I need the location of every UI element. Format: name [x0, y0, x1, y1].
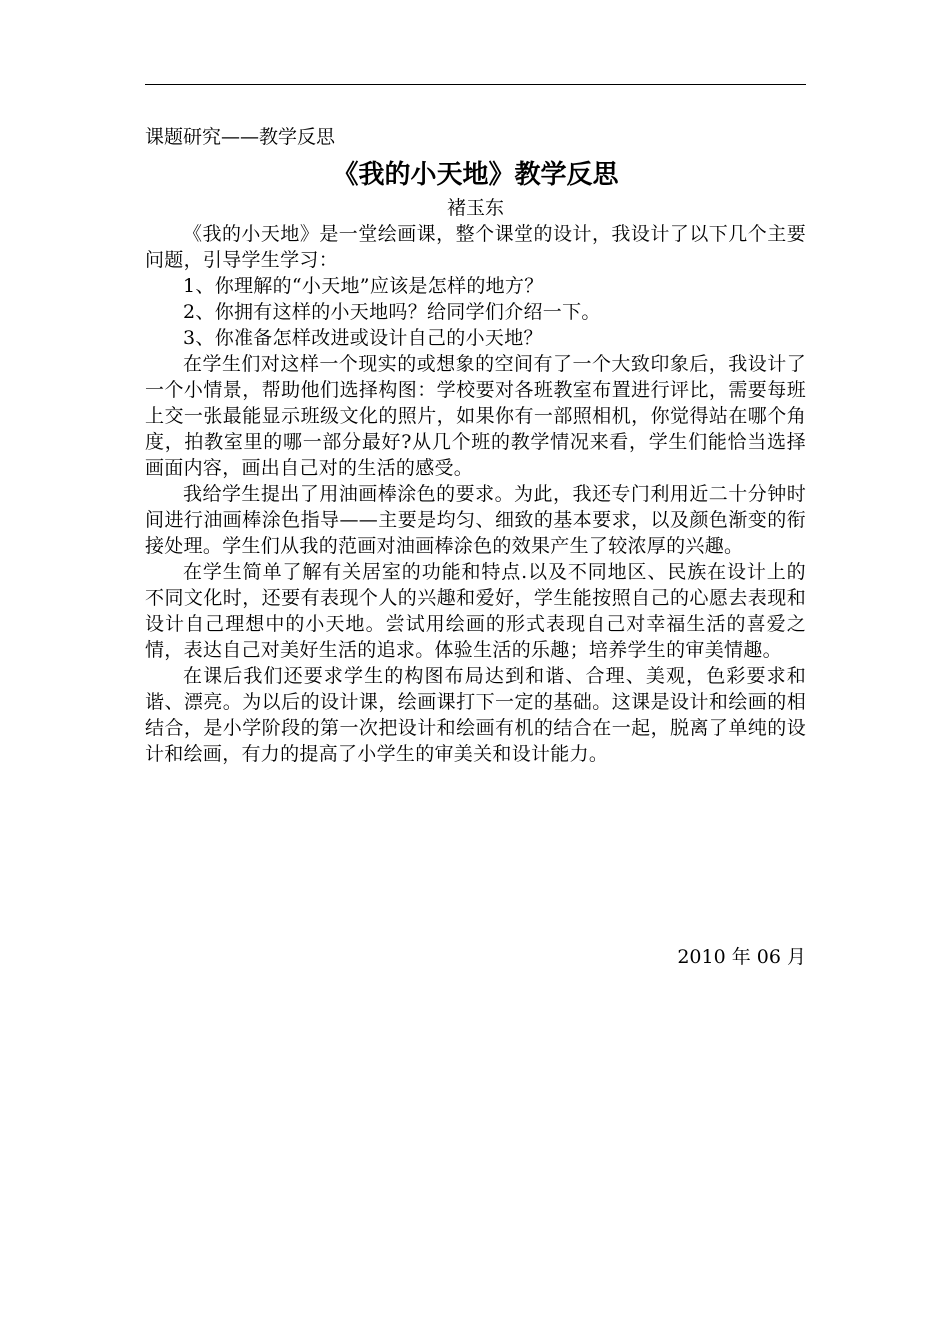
paragraph-design: 在学生简单了解有关居室的功能和特点.以及不同地区、民族在设计上的不同文化时，还要有表现个人的兴趣和爱好，学生能按照自己的心愿去表现和设计自己理想中的小天地。尝试用绘画的形式表现自己对幸福生活的喜爱之情，表达自己对美好生活的追求。体验生活的乐趣；培养学生的审美情趣。 [145, 561, 806, 661]
question-2: 2、你拥有这样的小天地吗？给同学们介绍一下。 [183, 301, 601, 323]
author-name: 褚玉东 [446, 197, 504, 219]
document-date: 2010 年 06 月 [677, 946, 806, 968]
header-rule [145, 84, 806, 85]
paragraph-intro: 《我的小天地》是一堂绘画课，整个课堂的设计，我设计了以下几个主要问题，引导学生学习： [145, 223, 806, 271]
paragraph-scenario: 在学生们对这样一个现实的或想象的空间有了一个大致印象后，我设计了一个小情景，帮助他们选择构图：学校要对各班教室布置进行评比，需要每班上交一张最能显示班级文化的照片，如果你有一部照相机，你觉得站在哪个角度，拍教室里的哪一部分最好?从几个班的教学情况来看，学生们能恰当选择画面内容，画出自己对的生活的感受。 [145, 353, 806, 479]
document-body [145, 124, 806, 767]
paragraph-coloring: 我给学生提出了用油画棒涂色的要求。为此，我还专门利用近二十分钟时间进行油画棒涂色指导——主要是均匀、细致的基本要求，以及颜色渐变的衔接处理。学生们从我的范画对油画棒涂色的效果产生了较浓厚的兴趣。 [145, 483, 806, 557]
question-3: 3、你准备怎样改进或设计自己的小天地？ [183, 327, 543, 349]
question-1: 1、你理解的“小天地”应该是怎样的地方？ [183, 275, 544, 297]
document-title: 《我的小天地》教学反思 [332, 160, 619, 190]
paragraph-summary: 在课后我们还要求学生的构图布局达到和谐、合理、美观，色彩要求和谐、漂亮。为以后的设计课，绘画课打下一定的基础。这课是设计和绘画的相结合，是小学阶段的第一次把设计和绘画有机的结合在一起，脱离了单纯的设计和绘画，有力的提高了小学生的审美关和设计能力。 [145, 665, 806, 765]
section-label: 课题研究——教学反思 [145, 126, 336, 148]
